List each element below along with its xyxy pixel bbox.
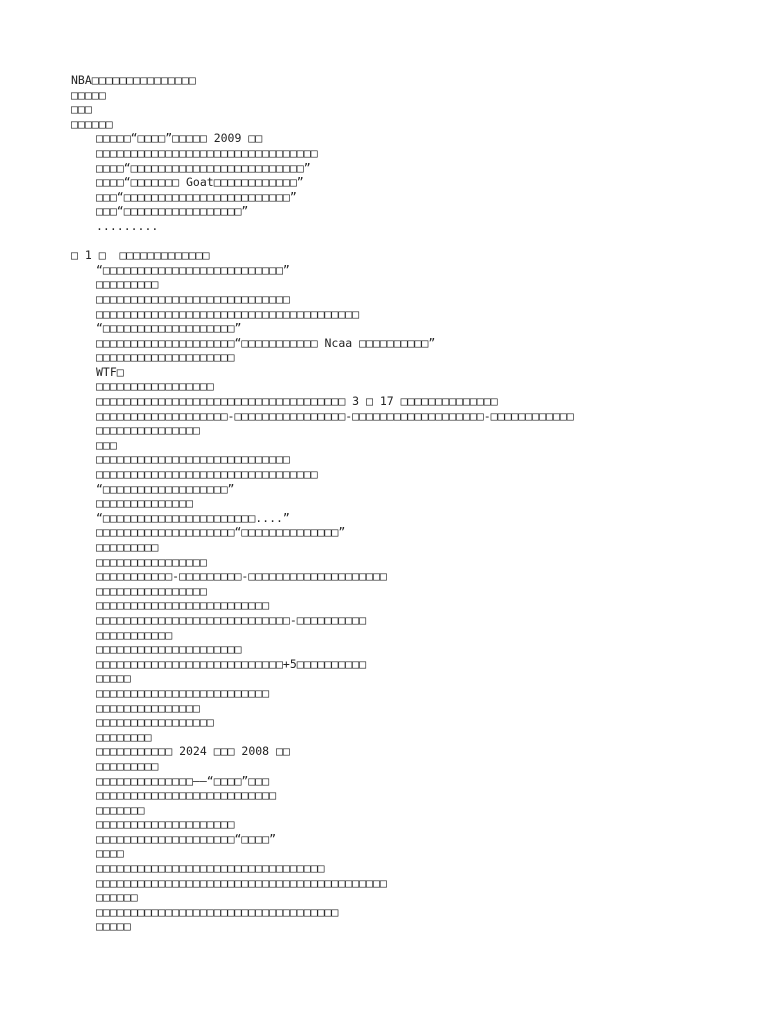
- text-line: □□□□□□□□□□□□□□□□□□□□“□□□□□□□□□□□ Ncaa □□□□□□□□□□”: [96, 335, 436, 350]
- text-line: □□□□□□□□□□□□□□□□: [96, 583, 207, 598]
- text-line: □□□□□□□□□□□□□□□□□□□□□□□□□□□□□□□□: [96, 145, 318, 160]
- document-header: [71, 73, 768, 234]
- text-line: □□□□□□□□□□□□□□□□□□□□: [96, 350, 235, 365]
- text-line: WTF□: [96, 364, 124, 379]
- text-line: □□□□□□□□□□□□□□□□□□□□□□□□□□□□-□□□□□□□□□□: [96, 612, 367, 627]
- text-line: □□□□□□□□□□□□□□□□□□□□□□□□□□□□□□□□: [96, 467, 318, 482]
- text-line: □□□□□□: [96, 890, 138, 905]
- text-line: □□□□□□□□□□□□□□□□□: [96, 379, 214, 394]
- text-line: □□□□□□□□□□□□□□□□□□□□: [96, 817, 235, 832]
- text-line: □□□: [71, 102, 92, 117]
- text-line: □□□□□□□□□: [96, 540, 159, 554]
- text-line: □□□□□□□: [96, 802, 145, 817]
- text-line: □□□□□□□□□□□□□□□□□□□□□: [96, 642, 242, 657]
- text-line: □□□“□□□□□□□□□□□□□□□□□”: [96, 204, 249, 219]
- text-line: □□□□“□□□□□□□ Goat□□□□□□□□□□□□”: [96, 175, 304, 190]
- text-line: □□□□□“□□□□”□□□□□ 2009 □□: [96, 131, 263, 146]
- text-line: □□□□□□□□□□□: [96, 627, 173, 642]
- text-line: □□□□□□□□□□□□□□□□□□□□□□□□□: [96, 598, 270, 613]
- text-line: □□□□□□□□□□□□□□□□□□□□□□□□□□□□: [96, 291, 290, 306]
- text-line: □□□□□□□□□□□□□□□□□□□□□□□□□□□□□□□□□□□: [96, 904, 339, 919]
- text-line: □□□□□□□□□□□□□□□□□□□□□□□□□□□□□□□□□: [96, 861, 325, 876]
- text-line: □□□□□□□□□□□□□□□□□□□-□□□□□□□□□□□□□□□□-□□□□□□□□□□□□□□□□□□□-□□□□□□□□□□□□: [96, 408, 574, 423]
- text-line: □□□“□□□□□□□□□□□□□□□□□□□□□□□□”: [96, 189, 297, 204]
- text-line: □□□□□□□□: [96, 729, 152, 744]
- text-line: “□□□□□□□□□□□□□□□□□□□□□□□□□□”: [96, 262, 290, 277]
- text-line: □□□□□□□□□□□ 2024 □□□ 2008 □□: [96, 744, 290, 759]
- text-line: .........: [96, 218, 159, 233]
- text-line: □□□□□□□□□□□□□□□□□□□□□□□□□: [96, 685, 270, 700]
- text-line: □□□□□□□□□□□□□□□□□□□□□□□□□□□□: [96, 452, 290, 467]
- text-line: □□□□“□□□□□□□□□□□□□□□□□□□□□□□□□”: [96, 160, 311, 175]
- text-line: □□□□□□□□□: [96, 277, 159, 292]
- document-section: [71, 248, 768, 934]
- text-line: □□□□□□□□□□□□□□□□□□□□“□□□□□□□□□□□□□□”: [96, 525, 346, 540]
- text-line: □□□: [96, 437, 117, 452]
- text-line: □□□□□□□□□□□□□□——“□□□□”□□□: [96, 773, 270, 788]
- text-line: □□□□□□□□□□□□□□□: [96, 700, 200, 715]
- text-line: NBA□□□□□□□□□□□□□□□: [71, 73, 196, 87]
- text-line: □□□□□: [96, 671, 131, 686]
- text-line: □□□□□□□□□: [96, 758, 159, 773]
- section-spacer: [71, 234, 768, 249]
- text-line: □□□□□□□□□□□□□□□□□□□□□□□□□□□□□□□□□□□□□□□□□□: [96, 875, 387, 890]
- text-line: “□□□□□□□□□□□□□□□□□□□”: [96, 321, 242, 336]
- text-line: □ 1 □ □□□□□□□□□□□□□: [71, 248, 210, 263]
- text-line: □□□□□□□□□□□□□□: [96, 496, 193, 511]
- text-line: □□□□□□□□□□□□□□□□□□□□□□□□□□: [96, 788, 277, 803]
- text-line: □□□□□□□□□□□□□□□□□: [96, 715, 214, 730]
- text-line: “□□□□□□□□□□□□□□□□□□”: [96, 481, 235, 496]
- text-line: □□□□□□□□□□□□□□□□□□□□□□□□□□□□□□□□□□□□ 3 □ 17 □□□□□□□□□□□□□□: [96, 394, 498, 409]
- text-line: □□□□□□□□□□□□□□□□□□□□□□□□□□□□□□□□□□□□□□: [96, 306, 360, 321]
- text-line: □□□□□□□□□□□□□□□□: [96, 554, 207, 569]
- text-line: □□□□□□□□□□□□□□□□□□□□□□□□□□□+5□□□□□□□□□□: [96, 656, 367, 671]
- text-line: “□□□□□□□□□□□□□□□□□□□□□□....”: [96, 510, 290, 525]
- text-line: □□□□: [96, 846, 124, 861]
- text-line: □□□□□: [96, 919, 131, 934]
- text-line: □□□□□□□□□□□□□□□□□□□□“□□□□”: [96, 831, 277, 846]
- text-line: □□□□□□□□□□□-□□□□□□□□□-□□□□□□□□□□□□□□□□□□□□: [96, 569, 387, 584]
- text-line: □□□□□: [71, 87, 106, 102]
- text-line: □□□□□□□□□□□□□□□: [96, 423, 200, 438]
- text-line: □□□□□□: [71, 116, 113, 131]
